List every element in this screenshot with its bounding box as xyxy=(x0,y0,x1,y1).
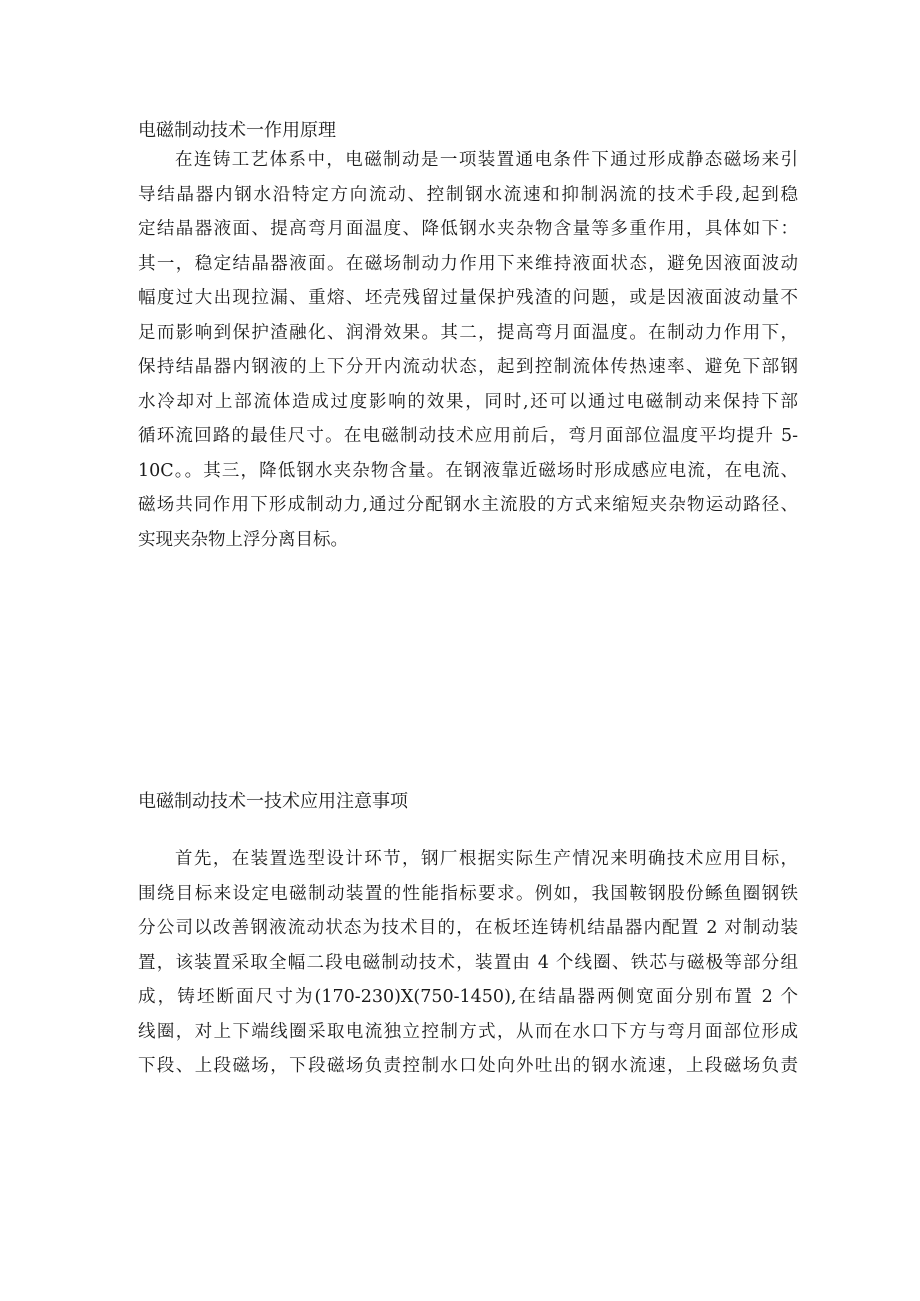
paragraph-line: 足而影响到保护渣融化、润滑效果。其二，提高弯月面温度。在制动力作用下， xyxy=(138,322,798,343)
section-1-heading: 电磁制动技术一作用原理 xyxy=(138,120,336,141)
paragraph-line: 在连铸工艺体系中，电磁制动是一项装置通电条件下通过形成静态磁场来引 xyxy=(175,150,798,170)
paragraph-line: 其一，稳定结晶器液面。在磁场制动力作用下来维持液面状态，避免因液面波动 xyxy=(138,253,798,274)
paragraph-line: 线圈，对上下端线圈采取电流独立控制方式，从而在水口下方与弯月面部位形成 xyxy=(138,1021,798,1042)
paragraph-line: 实现夹杂物上浮分离目标。 xyxy=(138,529,348,550)
section-2-heading: 电磁制动技术一技术应用注意事项 xyxy=(138,791,408,812)
paragraph-line: 磁场共同作用下形成制动力,通过分配钢水主流股的方式来缩短夹杂物运动路径、 xyxy=(138,495,798,515)
paragraph-line: 循环流回路的最佳尺寸。在电磁制动技术应用前后，弯月面部位温度平均提升 5- xyxy=(138,426,798,446)
paragraph-line: 首先，在装置选型设计环节，钢厂根据实际生产情况来明确技术应用目标， xyxy=(175,849,798,869)
paragraph-line: 围绕目标来设定电磁制动装置的性能指标要求。例如，我国鞍钢股份鲧鱼圈钢铁 xyxy=(138,883,798,904)
paragraph-line: 成，铸坯断面尺寸为(170-230)X(750-1450),在结晶器两侧宽面分别布置 2 个 xyxy=(138,987,798,1007)
paragraph-line: 保持结晶器内钢液的上下分开内流动状态，起到控制流体传热速率、避免下部钢 xyxy=(138,357,798,377)
paragraph-line: 导结晶器内钢水沿特定方向流动、控制钢水流速和抑制涡流的技术手段,起到稳 xyxy=(138,184,798,205)
paragraph-line: 分公司以改善钢液流动状态为技术目的，在板坯连铸机结晶器内配置 2 对制动装 xyxy=(138,918,798,938)
paragraph-line: 下段、上段磁场，下段磁场负责控制水口处向外吐出的钢水流速，上段磁场负责 xyxy=(138,1056,798,1076)
paragraph-line: 水冷却对上部流体造成过度影响的效果，同时,还可以通过电磁制动来保持下部 xyxy=(138,391,798,412)
paragraph-line: 幅度过大出现拉漏、重熔、坯壳残留过量保护残渣的问题，或是因液面波动量不 xyxy=(138,288,798,308)
paragraph-line: 置，该装置采取全幅二段电磁制动技术，装置由 4 个线圈、铁芯与磁极等部分组 xyxy=(138,952,798,973)
section-2-paragraph xyxy=(138,842,798,1084)
section-1-paragraph xyxy=(138,143,798,557)
paragraph-line: 定结晶器液面、提高弯月面温度、降低钢水夹杂物含量等多重作用，具体如下： xyxy=(138,219,798,239)
paragraph-line: 10C。。其三，降低钢水夹杂物含量。在钢液靠近磁场时形成感应电流，在电流、 xyxy=(138,460,798,481)
